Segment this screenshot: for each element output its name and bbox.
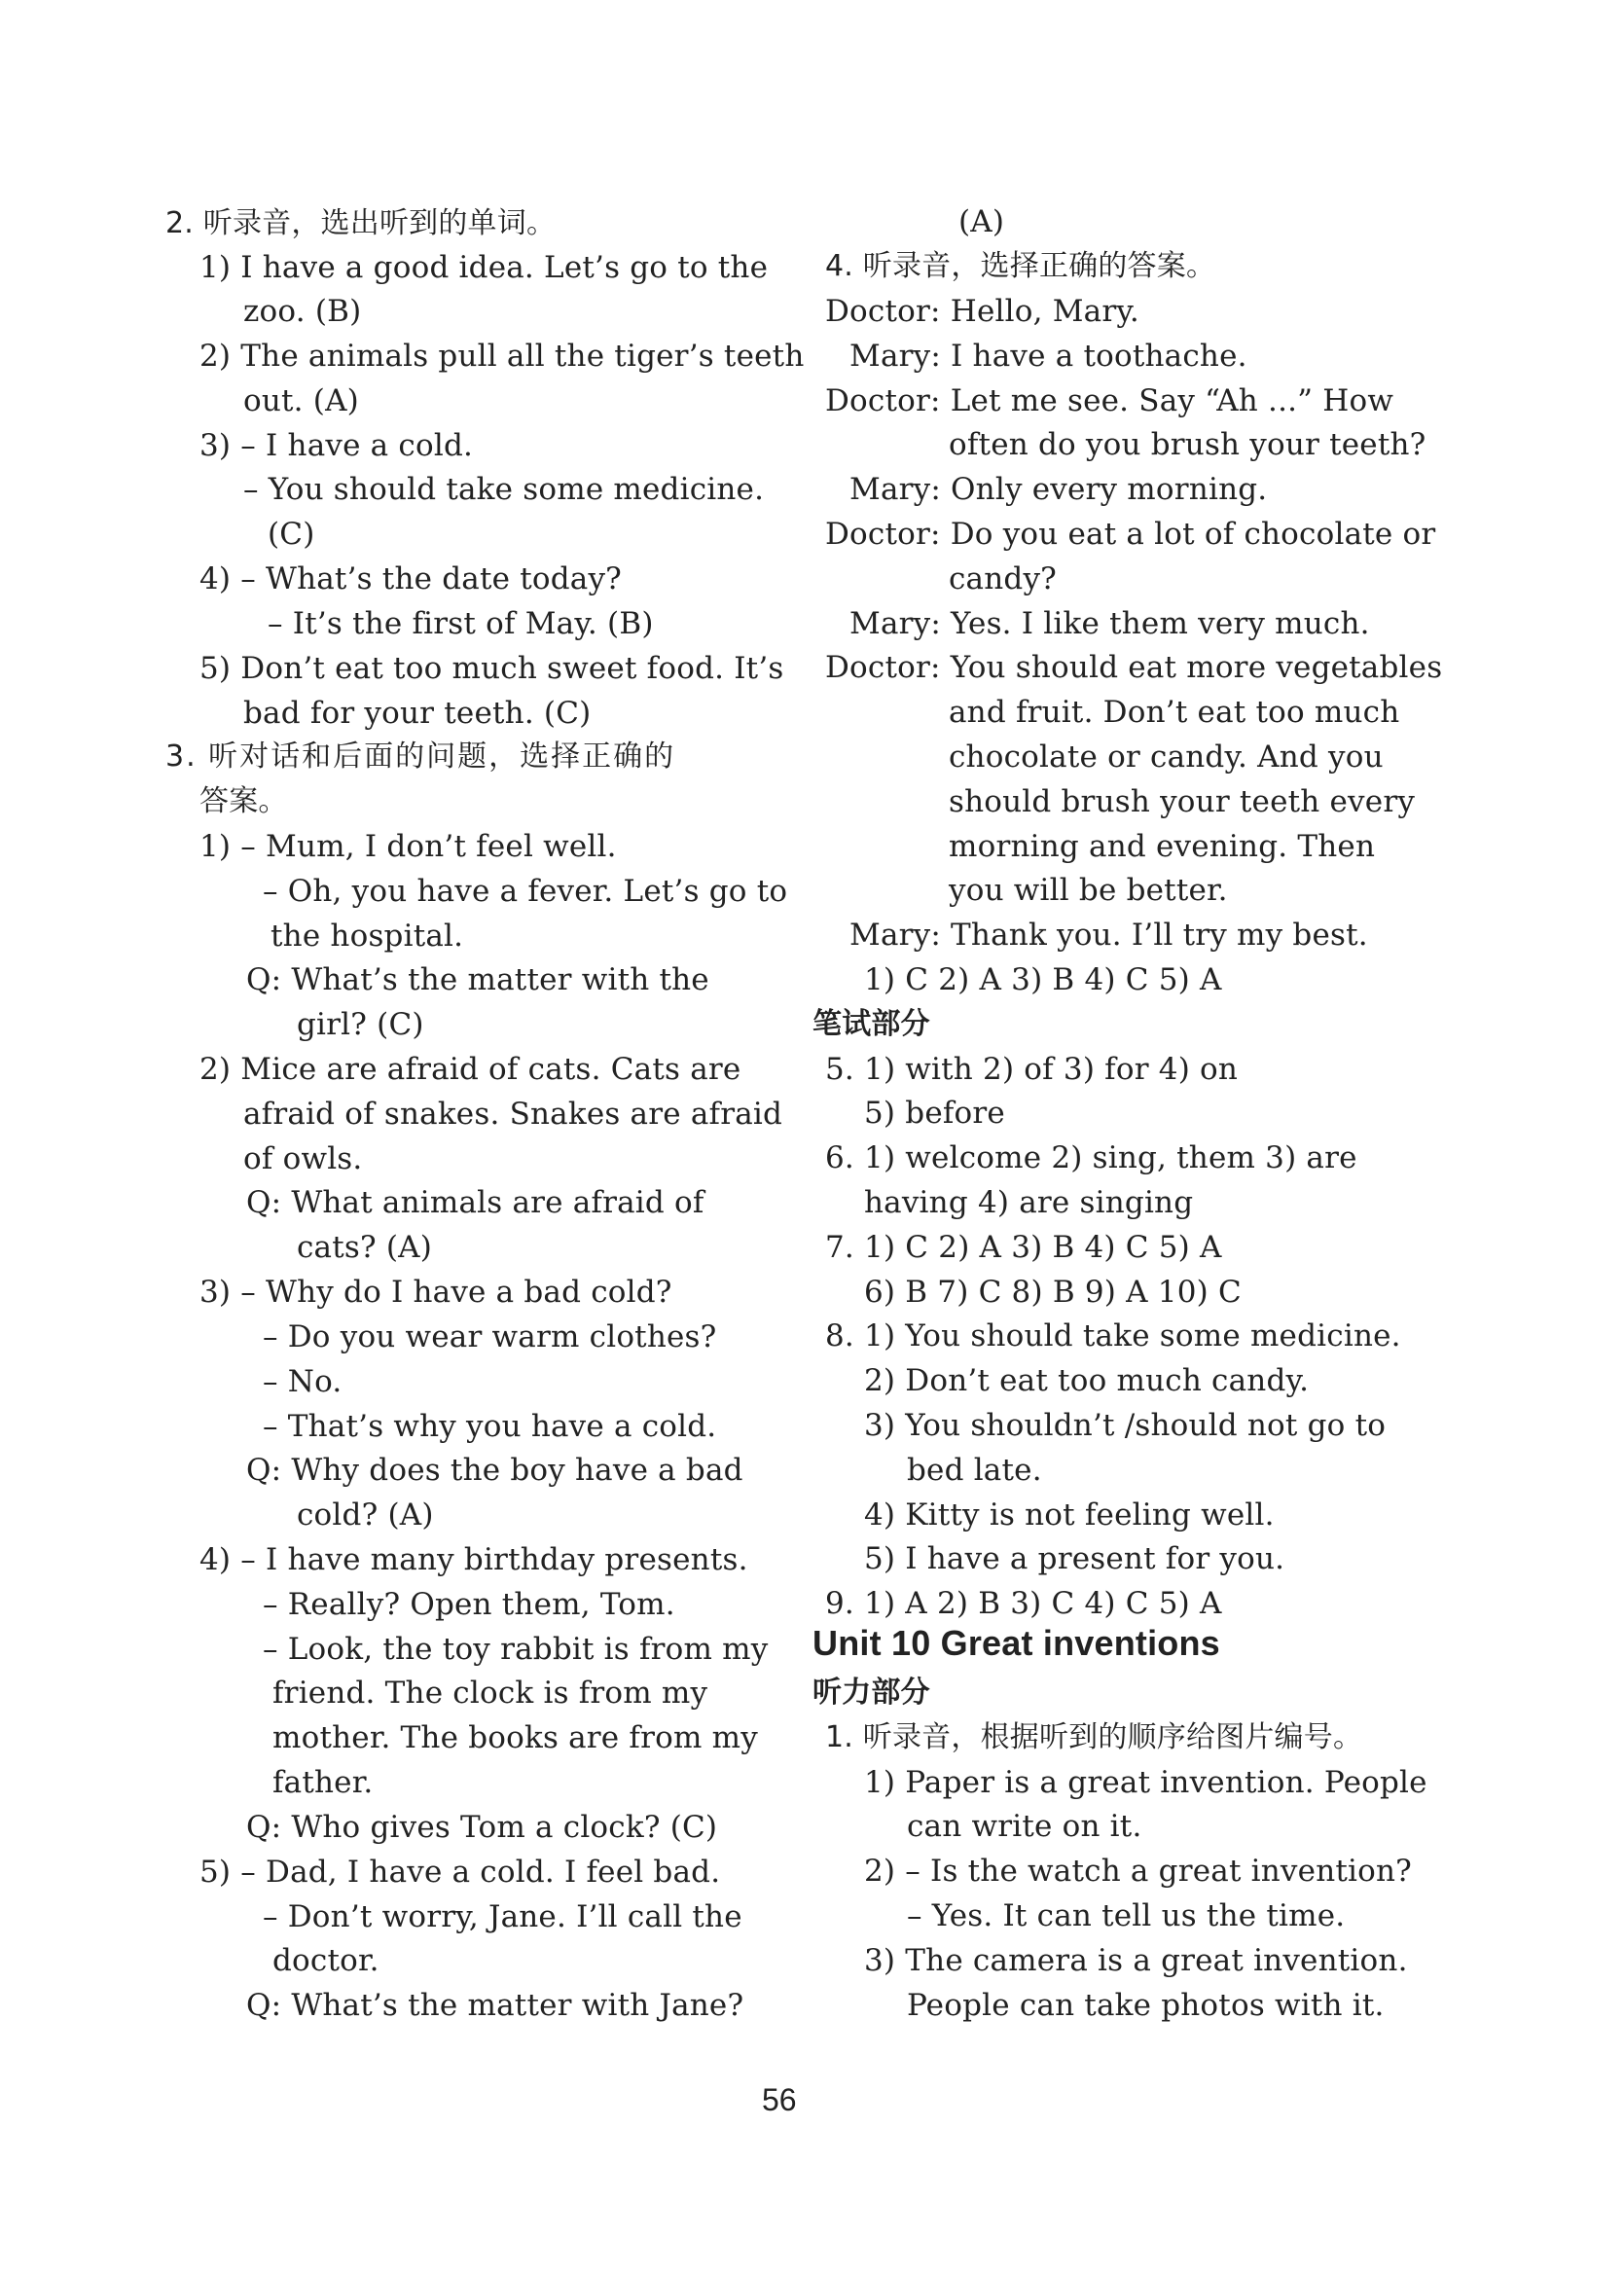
right-line: 4. 听录音，选择正确的答案。	[825, 249, 1216, 283]
left-line: mother. The books are from my	[272, 1720, 758, 1755]
left-line: 5) Don’t eat too much sweet food. It’s	[199, 651, 784, 686]
right-line: Doctor: Let me see. Say “Ah ...” How	[825, 383, 1394, 418]
left-line: cold? (A)	[297, 1497, 434, 1533]
right-line: and fruit. Don’t eat too much	[949, 695, 1400, 730]
left-line: – Don’t worry, Jane. I’ll call the	[263, 1899, 742, 1934]
right-line: Mary: Yes. I like them very much.	[849, 606, 1370, 641]
right-line: 1. 听录音，根据听到的顺序给图片编号。	[825, 1720, 1363, 1754]
left-line: 4) – I have many birthday presents.	[199, 1542, 748, 1577]
left-line: 3) – Why do I have a bad cold?	[199, 1275, 672, 1310]
right-line: 1) C 2) A 3) B 4) C 5) A	[864, 962, 1222, 997]
left-line: Q: Why does the boy have a bad	[246, 1453, 743, 1488]
right-line: should brush your teeth every	[949, 784, 1416, 819]
left-line: 答案。	[199, 784, 288, 818]
right-line: having 4) are singing	[864, 1185, 1194, 1220]
left-line: 5) – Dad, I have a cold. I feel bad.	[199, 1855, 721, 1890]
right-line: Unit 10 Great inventions	[812, 1623, 1220, 1663]
left-line: 1) – Mum, I don’t feel well.	[199, 829, 617, 864]
right-line: bed late.	[907, 1453, 1042, 1488]
right-line: Mary: Thank you. I’ll try my best.	[849, 918, 1368, 953]
right-line: 听力部分	[812, 1676, 930, 1710]
right-line: 6. 1) welcome 2) sing, them 3) are	[825, 1140, 1357, 1175]
left-line: – It’s the first of May. (B)	[268, 606, 654, 641]
right-line: 1) Paper is a great invention. People	[864, 1765, 1427, 1800]
left-line: zoo. (B)	[243, 294, 362, 329]
left-line: Q: What’s the matter with the	[246, 962, 709, 997]
page-number: 56	[762, 2082, 797, 2117]
right-line: Doctor: Hello, Mary.	[825, 294, 1139, 329]
left-line: – Look, the toy rabbit is from my	[263, 1632, 769, 1667]
left-line: – No.	[263, 1364, 343, 1399]
left-line: – Oh, you have a fever. Let’s go to	[263, 874, 788, 909]
left-line: 3. 听对话和后面的问题，选择正确的	[165, 739, 676, 774]
left-line: – Really? Open them, Tom.	[263, 1587, 675, 1622]
right-line: Mary: I have a toothache.	[849, 339, 1247, 374]
left-line: cats? (A)	[297, 1230, 433, 1265]
right-line: 5) before	[864, 1096, 1005, 1131]
left-line: (C)	[268, 517, 315, 552]
right-line: 3) The camera is a great invention.	[864, 1943, 1408, 1978]
right-line: People can take photos with it.	[907, 1988, 1385, 2023]
left-line: the hospital.	[271, 919, 464, 954]
right-line: morning and evening. Then	[949, 829, 1376, 864]
right-line: candy?	[949, 561, 1057, 596]
left-line: girl? (C)	[297, 1007, 424, 1042]
left-line: 4) – What’s the date today?	[199, 561, 622, 596]
right-line: you will be better.	[949, 873, 1228, 908]
right-line: 5. 1) with 2) of 3) for 4) on	[825, 1052, 1239, 1087]
right-line: 8. 1) You should take some medicine.	[825, 1318, 1401, 1353]
left-line: 1) I have a good idea. Let’s go to the	[199, 250, 769, 285]
right-line: – Yes. It can tell us the time.	[907, 1898, 1346, 1933]
left-line: bad for your teeth. (C)	[243, 696, 592, 731]
right-line: (A)	[958, 204, 1005, 239]
left-line: father.	[272, 1765, 374, 1800]
left-line: 2. 听录音，选出听到的单词。	[165, 206, 557, 240]
right-line: often do you brush your teeth?	[949, 427, 1426, 462]
right-line: chocolate or candy. And you	[949, 739, 1384, 775]
right-line: 笔试部分	[812, 1007, 930, 1041]
left-line: – That’s why you have a cold.	[263, 1409, 717, 1444]
right-line: Doctor: Do you eat a lot of chocolate or	[825, 517, 1436, 552]
right-line: 2) – Is the watch a great invention?	[864, 1854, 1412, 1889]
left-line: – You should take some medicine.	[243, 472, 765, 507]
left-line: – Do you wear warm clothes?	[263, 1319, 717, 1354]
left-line: 2) The animals pull all the tiger’s teeth	[199, 339, 805, 374]
right-line: 6) B 7) C 8) B 9) A 10) C	[864, 1275, 1242, 1310]
right-line: 9. 1) A 2) B 3) C 4) C 5) A	[825, 1586, 1222, 1621]
left-line: of owls.	[243, 1141, 363, 1176]
left-line: 3) – I have a cold.	[199, 428, 474, 463]
left-line: Q: What animals are afraid of	[246, 1185, 704, 1220]
left-line: Q: What’s the matter with Jane?	[246, 1988, 744, 2023]
right-line: Doctor: You should eat more vegetables	[825, 650, 1443, 685]
left-line: afraid of snakes. Snakes are afraid	[243, 1097, 783, 1132]
left-line: doctor.	[272, 1943, 379, 1978]
right-line: 7. 1) C 2) A 3) B 4) C 5) A	[825, 1230, 1222, 1265]
right-line: 5) I have a present for you.	[864, 1541, 1285, 1576]
left-line: Q: Who gives Tom a clock? (C)	[246, 1810, 718, 1845]
left-line: friend. The clock is from my	[272, 1676, 708, 1711]
right-line: 3) You shouldn’t /should not go to	[864, 1408, 1387, 1443]
right-line: 2) Don’t eat too much candy.	[864, 1363, 1310, 1398]
right-line: 4) Kitty is not feeling well.	[864, 1497, 1275, 1533]
right-line: can write on it.	[907, 1809, 1142, 1844]
right-line: Mary: Only every morning.	[849, 472, 1268, 507]
left-line: 2) Mice are afraid of cats. Cats are	[199, 1052, 741, 1087]
left-line: out. (A)	[243, 383, 359, 418]
